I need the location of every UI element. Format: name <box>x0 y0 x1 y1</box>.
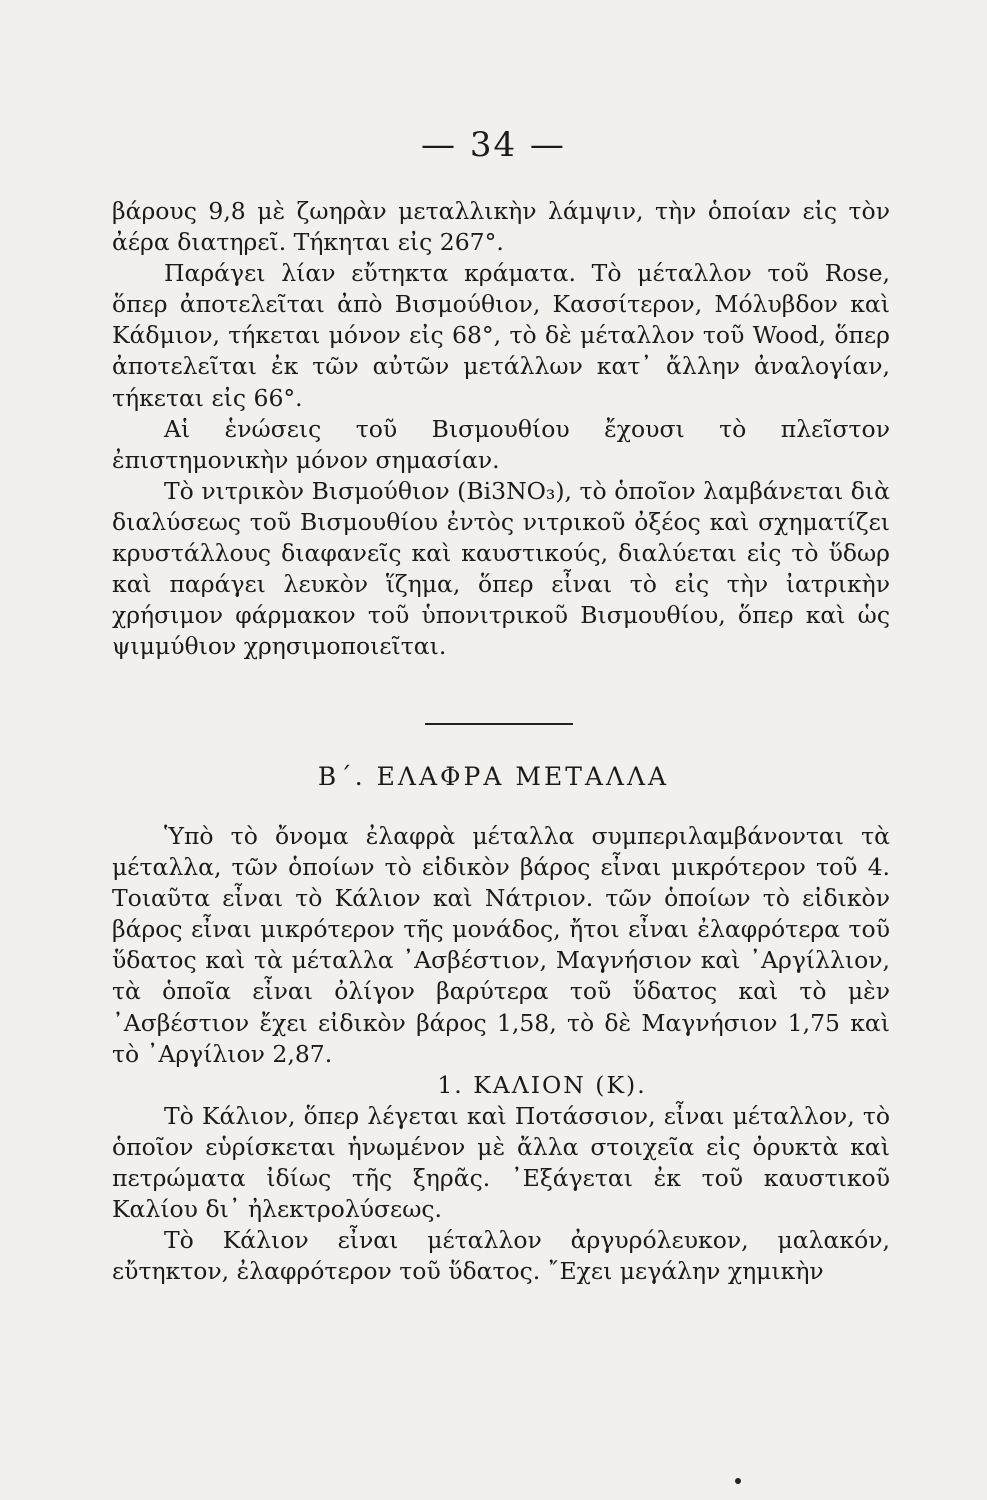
paragraph-bismuth-nitrate: Τὸ νιτρικὸν Βισμούθιον (Bi3NO₃), τὸ ὁποῖον λαμβάνεται διὰ διαλύσεως τοῦ Βισμουθίου ἐντὸς νιτρικοῦ ὀξέος καὶ σχηματίζει κρυστάλλους διαφανεῖς καὶ καυστικούς, διαλύεται εἰς τὸ ὕδωρ καὶ παράγει λευκὸν ἵζημα, ὅπερ εἶναι τὸ εἰς τὴν ἰατρικὴν χρήσιμον φάρμακον τοῦ ὑπονιτρικοῦ Βισμουθίου, ὅπερ καὶ ὡς ψιμμύθιον χρησιμοποιεῖται. <box>112 476 890 661</box>
paragraph-bismuth-compounds: Αἱ ἑνώσεις τοῦ Βισμουθίου ἔχουσι τὸ πλεῖστον ἐπιστημονικὴν μόνον σημασίαν. <box>112 414 890 474</box>
light-metals-text-block <box>112 821 890 1287</box>
paragraph-bismuth-weight: βάρους 9,8 μὲ ζωηρὰν μεταλλικὴν λάμψιν, τὴν ὁποίαν εἰς τὸν ἀέρα διατηρεῖ. Τήκηται εἰς 267°. <box>112 197 890 257</box>
section-heading-light-metals: Β΄. ΕΛΑΦΡΑ ΜΕΤΑΛΛΑ <box>317 762 670 791</box>
page-number: — 34 — <box>421 125 566 165</box>
bismuth-text-block <box>112 196 890 662</box>
ink-speck <box>735 1478 741 1484</box>
paragraph-kalion-occurrence: Τὸ Κάλιον, ὅπερ λέγεται καὶ Ποτάσσιον, εἶναι μέταλλον, τὸ ὁποῖον εὑρίσκεται ἡνωμένον μὲ ἄλλα στοιχεῖα εἰς ὀρυκτὰ καὶ πετρώματα ἰδίως τῆς ξηρᾶς. ᾿Εξάγεται ἐκ τοῦ καυστικοῦ Καλίου δι᾿ ἠλεκτρολύσεως. <box>112 1101 890 1224</box>
section-divider <box>425 723 573 725</box>
paragraph-bismuth-alloys: Παράγει λίαν εὔτηκτα κράματα. Τὸ μέταλλον τοῦ Rose, ὅπερ ἀποτελεῖται ἀπὸ Βισμούθιον, Κασσίτερον, Μόλυβδον καὶ Κάδμιον, τήκεται μόνον εἰς 68°, τὸ δὲ μέταλλον τοῦ Wood, ὅπερ ἀποτελεῖται ἐκ τῶν αὐτῶν μετάλλων κατ᾿ ἄλλην ἀναλογίαν, τήκεται εἰς 66°. <box>112 259 890 412</box>
paragraph-kalion-properties: Τὸ Κάλιον εἶναι μέταλλον ἀργυρόλευκον, μαλακόν, εὔτηκτον, ἐλαφρότερον τοῦ ὕδατος. ῎Εχει μεγάλην χημικὴν <box>112 1226 890 1286</box>
subheading-kalion: 1. ΚΑΛΙΟΝ (Κ). <box>437 1070 647 1099</box>
paragraph-light-metals-intro: Ὑπὸ τὸ ὄνομα ἐλαφρὰ μέταλλα συμπεριλαμβάνονται τὰ μέταλλα, τῶν ὁποίων τὸ εἰδικὸν βάρος εἶναι μικρότερον τοῦ 4. Τοιαῦτα εἶναι τὸ Κάλιον καὶ Νάτριον. τῶν ὁποίων τὸ εἰδικὸν βάρος εἶναι μικρότερον τῆς μονάδος, ἤτοι εἶναι ἐλαφρότερα τοῦ ὕδατος καὶ τὰ μέταλλα ᾿Ασβέστιον, Μαγνήσιον καὶ ᾿Αργίλλιον, τὰ ὁποῖα εἶναι ὀλίγον βαρύτερα τοῦ ὕδατος καὶ τὸ μὲν ᾿Ασβέστιον ἔχει εἰδικὸν βάρος 1,58, τὸ δὲ Μαγνήσιον 1,75 καὶ τὸ ᾿Αργίλιον 2,87. <box>112 822 890 1068</box>
